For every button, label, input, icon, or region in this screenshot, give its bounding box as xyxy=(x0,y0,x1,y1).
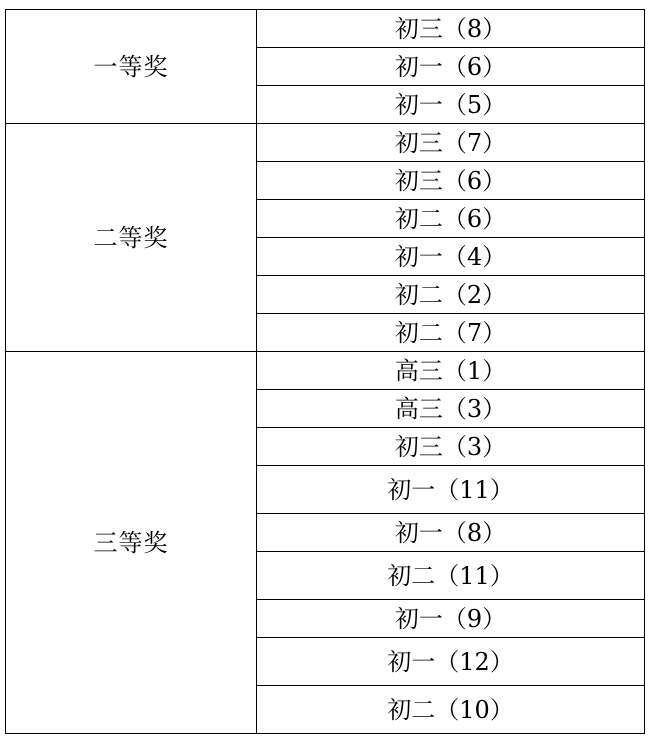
prize-level-third: 三等奖 xyxy=(6,352,257,734)
class-cell: 初二（2） xyxy=(257,276,645,314)
class-cell: 初一（6） xyxy=(257,48,645,86)
class-cell: 初一（8） xyxy=(257,514,645,552)
class-cell: 初一（12） xyxy=(257,638,645,686)
table-row xyxy=(6,124,645,162)
class-cell: 初二（7） xyxy=(257,314,645,352)
class-cell: 初一（11） xyxy=(257,466,645,514)
class-cell: 初三（6） xyxy=(257,162,645,200)
table-row xyxy=(6,10,645,48)
awards-table xyxy=(5,9,645,734)
class-cell: 初三（3） xyxy=(257,428,645,466)
class-cell: 初一（5） xyxy=(257,86,645,124)
table-row xyxy=(6,352,645,390)
prize-level-second: 二等奖 xyxy=(6,124,257,352)
class-cell: 初二（11） xyxy=(257,552,645,600)
class-cell: 初三（8） xyxy=(257,10,645,48)
class-cell: 高三（3） xyxy=(257,390,645,428)
class-cell: 初一（4） xyxy=(257,238,645,276)
class-cell: 高三（1） xyxy=(257,352,645,390)
class-cell: 初二（10） xyxy=(257,686,645,734)
class-cell: 初三（7） xyxy=(257,124,645,162)
prize-level-first: 一等奖 xyxy=(6,10,257,124)
class-cell: 初一（9） xyxy=(257,600,645,638)
class-cell: 初二（6） xyxy=(257,200,645,238)
